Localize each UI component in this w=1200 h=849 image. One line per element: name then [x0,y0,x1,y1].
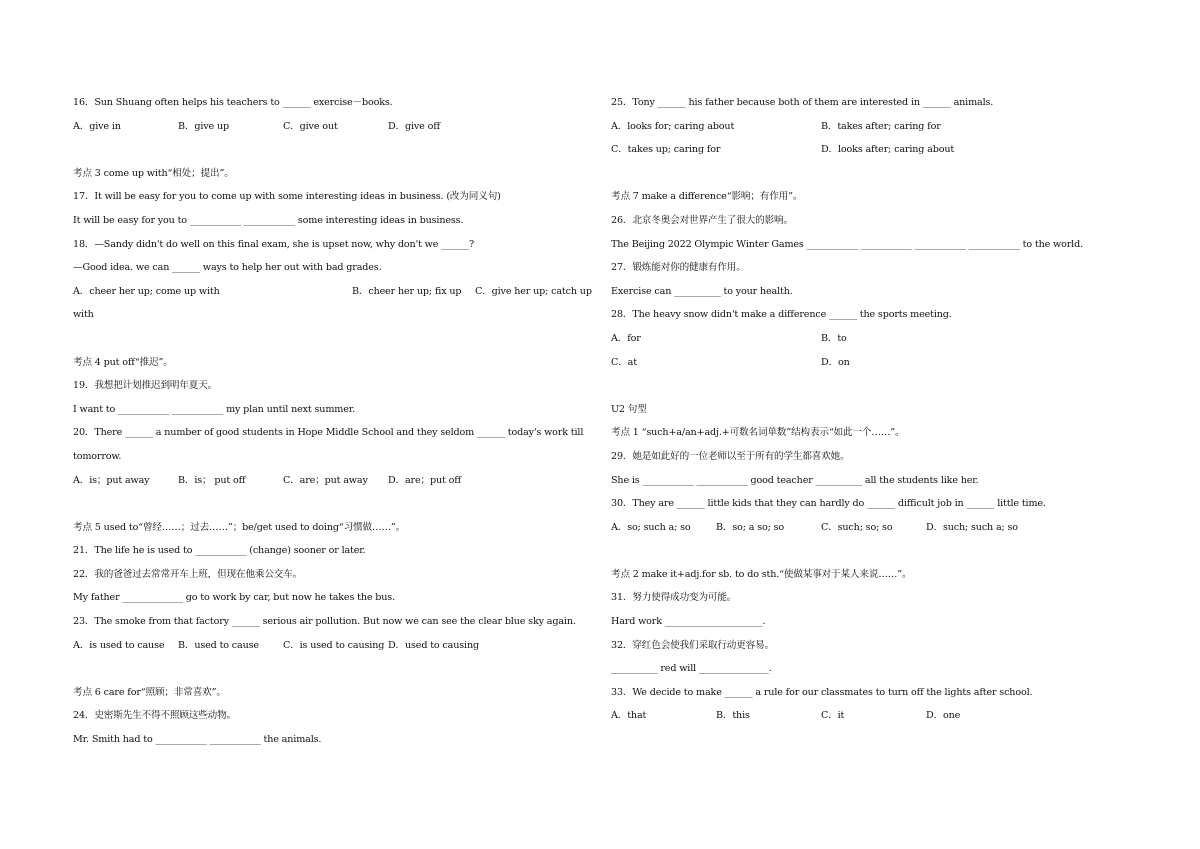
left-column [73,91,593,752]
option-a: A．give in [73,120,121,132]
question-17-answer-line: It will be easy for you to ___________ ___________ some interesting ideas in business. [73,214,464,226]
question-30-options [611,516,1131,540]
question-29-answer-line: She is ___________ ___________ good teacher __________ all the students like her. [611,474,979,486]
option-c: C．at [611,356,637,368]
option-c: C．give out [283,120,338,132]
question-23-options [73,634,593,658]
question-18-reply: —Good idea. we can ______ ways to help her out with bad grades. [73,262,382,274]
right-column [611,91,1131,728]
option-d: D．such; such a; so [926,521,1018,533]
key-point-4: 考点 4 put off“推迟”。 [73,356,173,368]
question-31: 31．努力使得成功变为可能。 [611,592,737,604]
option-b: B．takes after; caring for [821,120,941,132]
question-18-options [73,280,593,304]
question-19-answer-line: I want to ___________ ___________ my plan until next summer. [73,403,356,415]
option-c: C．are；put away [283,474,368,486]
option-d: D．on [821,356,850,368]
option-d: D．are；put off [388,474,462,486]
question-17: 17．It will be easy for you to come up with some interesting ideas in business. (改为同义句) [73,191,501,203]
option-a: A．looks for; caring about [611,120,735,132]
question-16: 16．Sun Shuang often helps his teachers to ______ exercise－books. [73,97,393,108]
question-32-answer-line: __________ red will _______________. [611,663,772,675]
key-point-5: 考点 5 used to“曾经……；过去……”；be/get used to doing“习惯做……”。 [73,521,406,533]
question-25-options-row2 [611,138,1131,162]
question-30: 30．They are ______ little kids that they can hardly do ______ difficult job in ______ little time. [611,498,1046,510]
question-19: 19．我想把计划推迟到明年夏天。 [73,380,218,392]
option-c: C．is used to causing [283,639,385,651]
question-33-options [611,704,1131,728]
question-24: 24．史密斯先生不得不照顾这些动物。 [73,710,237,722]
option-a: A．cheer her up; come up with [73,285,220,297]
question-28-options-row2 [611,351,1131,375]
option-d: D．give off [388,120,441,132]
option-b: B．used to cause [178,639,259,651]
option-b: B．this [716,710,750,722]
option-c: C．such; so; so [821,521,893,533]
option-a: A．for [611,332,641,344]
unit-2-heading: U2 句型 [611,403,647,415]
key-point-1: 考点 1 “such+a/an+adj.+可数名词单数”结构表示“如此一个……”。 [611,427,905,439]
question-33: 33．We decide to make ______ a rule for our classmates to turn off the lights after school. [611,686,1033,698]
question-18-options-wrap: with [73,309,94,321]
option-d: D．one [926,710,961,722]
question-29: 29．她是如此好的一位老师以至于所有的学生都喜欢她。 [611,450,850,462]
question-25: 25．Tony ______ his father because both of them are interested in ______ animals. [611,97,994,108]
key-point-6: 考点 6 care for“照顾；非常喜欢”。 [73,686,226,698]
question-20-options [73,469,593,493]
option-b: B．is； put off [178,474,246,486]
question-21: 21．The life he is used to ___________ (change) sooner or later. [73,545,366,557]
option-c: C．give her up; catch up [475,285,592,297]
question-27: 27．锻炼能对你的健康有作用。 [611,262,746,274]
question-20-wrap: tomorrow. [73,450,122,462]
question-16-options [73,115,593,139]
option-a: A．is；put away [73,474,150,486]
question-32: 32．穿红色会使我们采取行动更容易。 [611,639,775,651]
key-point-7: 考点 7 make a difference“影响；有作用”。 [611,191,803,203]
question-23: 23．The smoke from that factory ______ serious air pollution. But now we can see the clear blue sky again. [73,616,576,628]
key-point-2: 考点 2 make it+adj.for sb. to do sth.“使做某事对于某人来说……”。 [611,568,912,580]
option-a: A．that [611,710,647,722]
option-c: C．takes up; caring for [611,144,721,156]
option-a: A．is used to cause [73,639,165,651]
option-c: C．it [821,710,845,722]
key-point-3: 考点 3 come up with“相处；提出”。 [73,167,234,179]
question-24-answer-line: Mr. Smith had to ___________ ___________ the animals. [73,734,322,746]
option-b: B．give up [178,120,229,132]
question-20: 20．There ______ a number of good students in Hope Middle School and they seldom ______ today's work till [73,427,584,439]
question-28-options-row1 [611,327,1131,351]
option-d: D．looks after; caring about [821,144,955,156]
question-18: 18．—Sandy didn't do well on this final exam, she is upset now, why don't we ______? [73,238,475,250]
question-22-answer-line: My father _____________ go to work by car, but now he takes the bus. [73,592,395,604]
option-d: D．used to causing [388,639,479,651]
question-25-options-row1 [611,115,1131,139]
option-a: A．so; such a; so [611,521,691,533]
question-26-answer-line: The Beijing 2022 Olympic Winter Games ___________ ___________ ___________ ___________ to the world. [611,238,1083,250]
option-b: B．cheer her up; fix up [352,285,462,297]
option-b: B．to [821,332,847,344]
question-26: 26．北京冬奥会对世界产生了很大的影响。 [611,214,793,226]
question-22: 22．我的爸爸过去常常开车上班，但现在他乘公交车。 [73,568,303,580]
option-b: B．so; a so; so [716,521,784,533]
question-31-answer-line: Hard work _____________________. [611,616,766,628]
question-28: 28．The heavy snow didn't make a difference ______ the sports meeting. [611,309,952,321]
question-27-answer-line: Exercise can __________ to your health. [611,285,793,297]
